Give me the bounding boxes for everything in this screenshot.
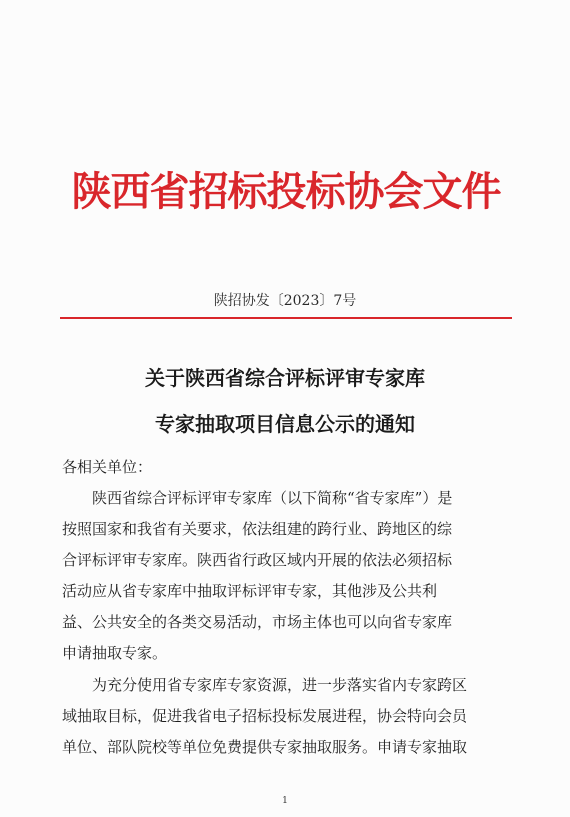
body-paragraph-2	[62, 670, 502, 763]
paragraph-line: 合评标评审专家库。陕西省行政区域内开展的依法必须招标	[62, 551, 453, 569]
notice-title-line-2: 专家抽取项目信息公示的通知	[155, 412, 415, 436]
paragraph-line: 益、公共安全的各类交易活动，市场主体也可以向省专家库	[62, 613, 453, 631]
paragraph-line: 为充分使用省专家库专家资源，进一步落实省内专家跨区	[62, 676, 468, 694]
paragraph-line: 申请抽取专家。	[62, 644, 168, 662]
paragraph-line: 域抽取目标，促进我省电子招标投标发展进程，协会特向会员	[62, 707, 468, 725]
page-number: 1	[282, 796, 288, 806]
red-divider-rule	[60, 317, 512, 319]
paragraph-line: 活动应从省专家库中抽取评标评审专家，其他涉及公共利	[62, 582, 438, 600]
salutation: 各相关单位：	[62, 458, 153, 476]
issuer-header-title: 陕西省招标投标协会文件	[71, 168, 501, 215]
paragraph-line: 陕西省综合评标评审专家库（以下简称“省专家库”）是	[62, 489, 453, 507]
paragraph-line: 按照国家和我省有关要求，依法组建的跨行业、跨地区的综	[62, 520, 453, 538]
paragraph-line: 单位、部队院校等单位免费提供专家抽取服务。申请专家抽取	[62, 738, 468, 756]
notice-title-line-1: 关于陕西省综合评标评审专家库	[145, 366, 425, 390]
body-paragraph-1	[62, 483, 502, 669]
document-number: 陕招协发〔2023〕7号	[213, 293, 357, 309]
